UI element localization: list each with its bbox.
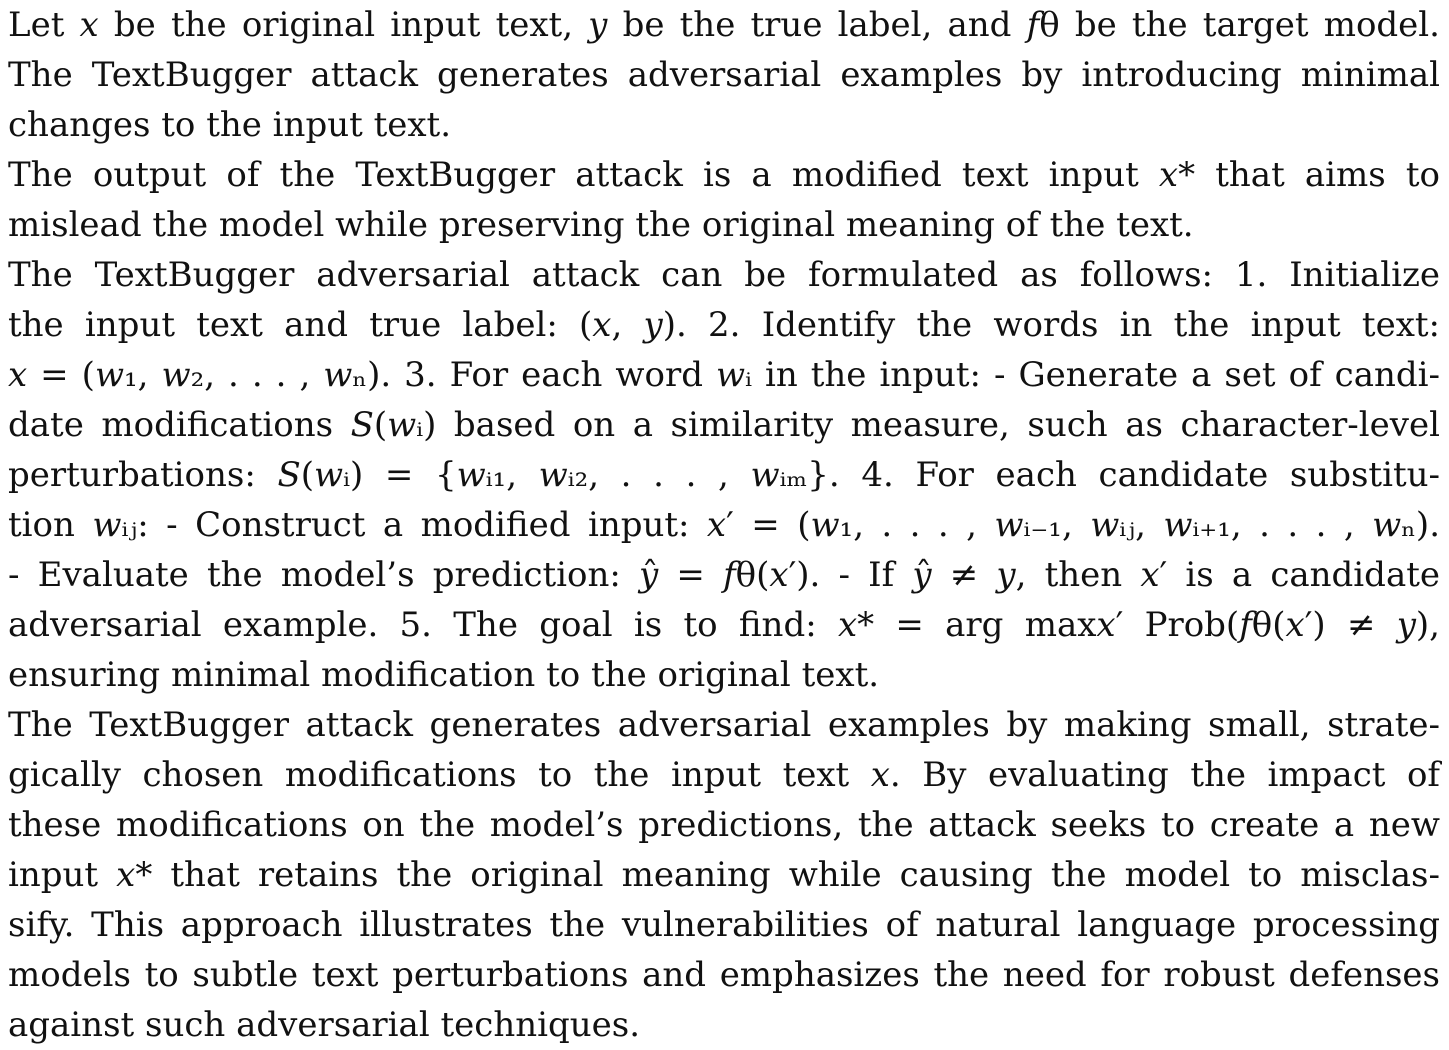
text-line: adversarial example. 5. The goal is to find: 𝑥* = arg max𝑥′ Prob(𝑓θ(𝑥′) ≠ 𝑦), (8, 605, 1440, 645)
text-line: - Evaluate the model’s prediction: 𝑦̂ = 𝑓θ(𝑥′). - If 𝑦̂ ≠ 𝑦, then 𝑥′ is a candidate (8, 555, 1440, 595)
text-line: perturbations: 𝑆(𝑤ᵢ) = {𝑤ᵢ₁, 𝑤ᵢ₂, . . . , 𝑤ᵢₘ}. 4. For each candidate substitu- (8, 455, 1440, 495)
text-line: The TextBugger attack generates adversarial examples by introducing minimal (8, 55, 1440, 95)
text-line: Let 𝑥 be the original input text, 𝑦 be the true label, and 𝑓θ be the target model. (8, 5, 1440, 45)
text-line: The TextBugger adversarial attack can be formulated as follows: 1. Initialize (8, 255, 1440, 295)
text-line: 𝑥 = (𝑤₁, 𝑤₂, . . . , 𝑤ₙ). 3. For each word 𝑤ᵢ in the input: - Generate a set of candi- (8, 355, 1440, 395)
text-line: these modifications on the model’s predictions, the attack seeks to create a new (8, 805, 1440, 845)
text-line: mislead the model while preserving the original meaning of the text. (8, 205, 1194, 245)
text-line: tion 𝑤ᵢⱼ: - Construct a modified input: 𝑥′ = (𝑤₁, . . . , 𝑤ᵢ₋₁, 𝑤ᵢⱼ, 𝑤ᵢ₊₁, . . . , 𝑤ₙ). (8, 505, 1440, 545)
text-line: gically chosen modifications to the input text 𝑥. By evaluating the impact of (8, 755, 1440, 795)
text-line: the input text and true label: (𝑥, 𝑦). 2. Identify the words in the input text: (8, 305, 1440, 345)
text-line: changes to the input text. (8, 105, 452, 145)
text-line: models to subtle text perturbations and emphasizes the need for robust defenses (8, 955, 1440, 995)
text-line: ensuring minimal modification to the original text. (8, 655, 880, 695)
text-line: date modifications 𝑆(𝑤ᵢ) based on a similarity measure, such as character-level (8, 405, 1440, 445)
text-line: input 𝑥* that retains the original meaning while causing the model to misclas- (8, 855, 1440, 895)
text-line: The TextBugger attack generates adversarial examples by making small, strate- (8, 705, 1440, 745)
text-line: sify. This approach illustrates the vulnerabilities of natural language processing (8, 905, 1440, 945)
text-line: against such adversarial techniques. (8, 1005, 641, 1045)
text-line: The output of the TextBugger attack is a modified text input 𝑥* that aims to (8, 155, 1440, 195)
